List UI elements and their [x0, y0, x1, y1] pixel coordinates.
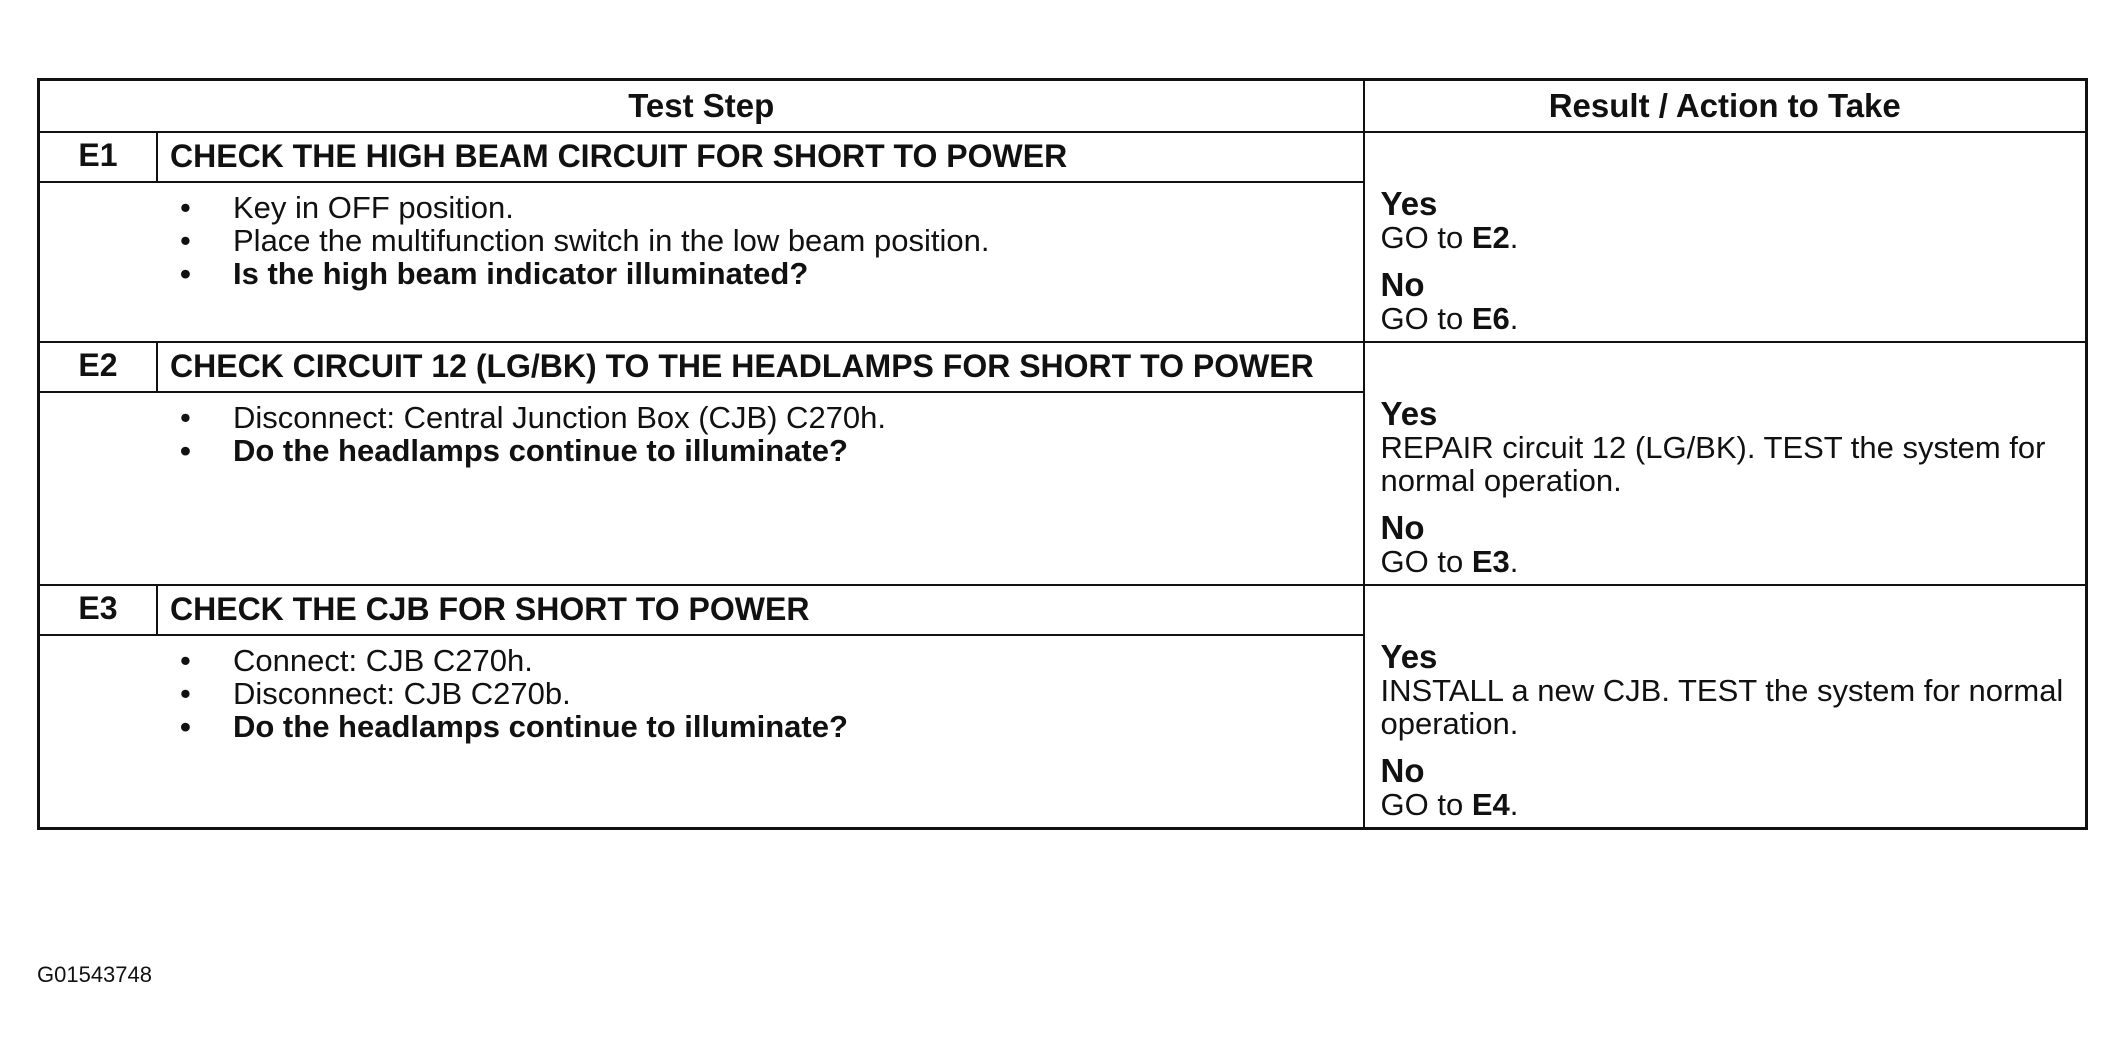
- bullet-text: Is the high beam indicator illuminated?: [233, 256, 809, 291]
- result-no: [1381, 268, 2076, 335]
- bullet-icon: •: [180, 256, 191, 291]
- step-row: [39, 132, 2087, 342]
- steps-body: [39, 132, 2087, 829]
- step-title: CHECK THE HIGH BEAM CIRCUIT FOR SHORT TO POWER: [170, 138, 1068, 174]
- step-reference: E6: [1471, 301, 1510, 336]
- action-text: INSTALL a new CJB. TEST the system for normal operation.: [1380, 673, 2064, 741]
- result-cell: [1364, 342, 2087, 585]
- header-test-step: Test Step: [39, 80, 1364, 133]
- result-no-label: No: [1380, 752, 1425, 789]
- bullet-text: Disconnect: CJB C270b.: [233, 676, 571, 711]
- result-yes-label: Yes: [1380, 185, 1438, 222]
- header-row: [39, 80, 2087, 133]
- step-instruction: [180, 644, 1363, 677]
- action-suffix: .: [1509, 787, 1519, 822]
- bullet-icon: •: [180, 190, 191, 225]
- result-no-label: No: [1380, 509, 1425, 546]
- step-instruction: [180, 677, 1363, 710]
- step-instructions: [40, 393, 1363, 477]
- result-cell: [1364, 132, 2087, 342]
- result-yes-action: [1381, 431, 2076, 497]
- step-header: [40, 586, 1363, 636]
- step-instruction: [180, 224, 1363, 257]
- step-question: [180, 710, 1363, 743]
- step-id: E1: [40, 133, 158, 181]
- result-yes: [1381, 397, 2076, 497]
- bullet-text: Do the headlamps continue to illuminate?: [233, 709, 848, 744]
- bullet-icon: •: [180, 433, 191, 468]
- step-instruction: [180, 191, 1363, 224]
- figure-id: G01543748: [37, 962, 152, 987]
- result-yes-label: Yes: [1380, 395, 1438, 432]
- result-no-label: No: [1380, 266, 1425, 303]
- step-cell: [39, 585, 1364, 829]
- bullet-text: Disconnect: Central Junction Box (CJB) C270h.: [233, 400, 887, 435]
- result-yes: [1381, 187, 2076, 254]
- bullet-icon: •: [180, 400, 191, 435]
- step-question: [180, 434, 1363, 467]
- bullet-text: Do the headlamps continue to illuminate?: [233, 433, 848, 468]
- result-yes-action: [1381, 221, 2076, 254]
- result-yes-label: Yes: [1380, 638, 1438, 675]
- step-header: [40, 133, 1363, 183]
- step-question: [180, 257, 1363, 290]
- result-yes-action: [1381, 674, 2076, 740]
- action-text: GO to: [1380, 220, 1472, 255]
- result-no: [1381, 754, 2076, 821]
- action-text: REPAIR circuit 12 (LG/BK). TEST the system for normal operation.: [1380, 430, 2046, 498]
- step-row: [39, 342, 2087, 585]
- result-no-action: [1381, 788, 2076, 821]
- step-id: E3: [40, 586, 158, 634]
- step-instruction: [180, 401, 1363, 434]
- action-text: GO to: [1380, 787, 1472, 822]
- action-suffix: .: [1509, 220, 1519, 255]
- step-row: [39, 585, 2087, 829]
- bullet-icon: •: [180, 223, 191, 258]
- step-cell: [39, 342, 1364, 585]
- diagnostic-table: [37, 78, 2088, 830]
- bullet-text: Place the multifunction switch in the low beam position.: [233, 223, 990, 258]
- result-no-action: [1381, 302, 2076, 335]
- bullet-icon: •: [180, 709, 191, 744]
- action-suffix: .: [1509, 301, 1519, 336]
- step-instructions: [40, 636, 1363, 753]
- result-no-action: [1381, 545, 2076, 578]
- action-suffix: .: [1509, 544, 1519, 579]
- step-instructions: [40, 183, 1363, 300]
- header-result-action: Result / Action to Take: [1364, 80, 2087, 133]
- step-title: CHECK THE CJB FOR SHORT TO POWER: [170, 591, 810, 627]
- action-text: GO to: [1380, 544, 1472, 579]
- result-yes: [1381, 640, 2076, 740]
- step-cell: [39, 132, 1364, 342]
- bullet-icon: •: [180, 676, 191, 711]
- step-reference: E2: [1471, 220, 1510, 255]
- step-header: [40, 343, 1363, 393]
- bullet-text: Connect: CJB C270h.: [233, 643, 533, 678]
- bullet-text: Key in OFF position.: [233, 190, 514, 225]
- step-reference: E3: [1471, 544, 1510, 579]
- bullet-icon: •: [180, 643, 191, 678]
- step-id: E2: [40, 343, 158, 391]
- result-cell: [1364, 585, 2087, 829]
- step-title: CHECK CIRCUIT 12 (LG/BK) TO THE HEADLAMPS FOR SHORT TO POWER: [170, 348, 1314, 384]
- result-no: [1381, 511, 2076, 578]
- step-reference: E4: [1471, 787, 1510, 822]
- action-text: GO to: [1380, 301, 1472, 336]
